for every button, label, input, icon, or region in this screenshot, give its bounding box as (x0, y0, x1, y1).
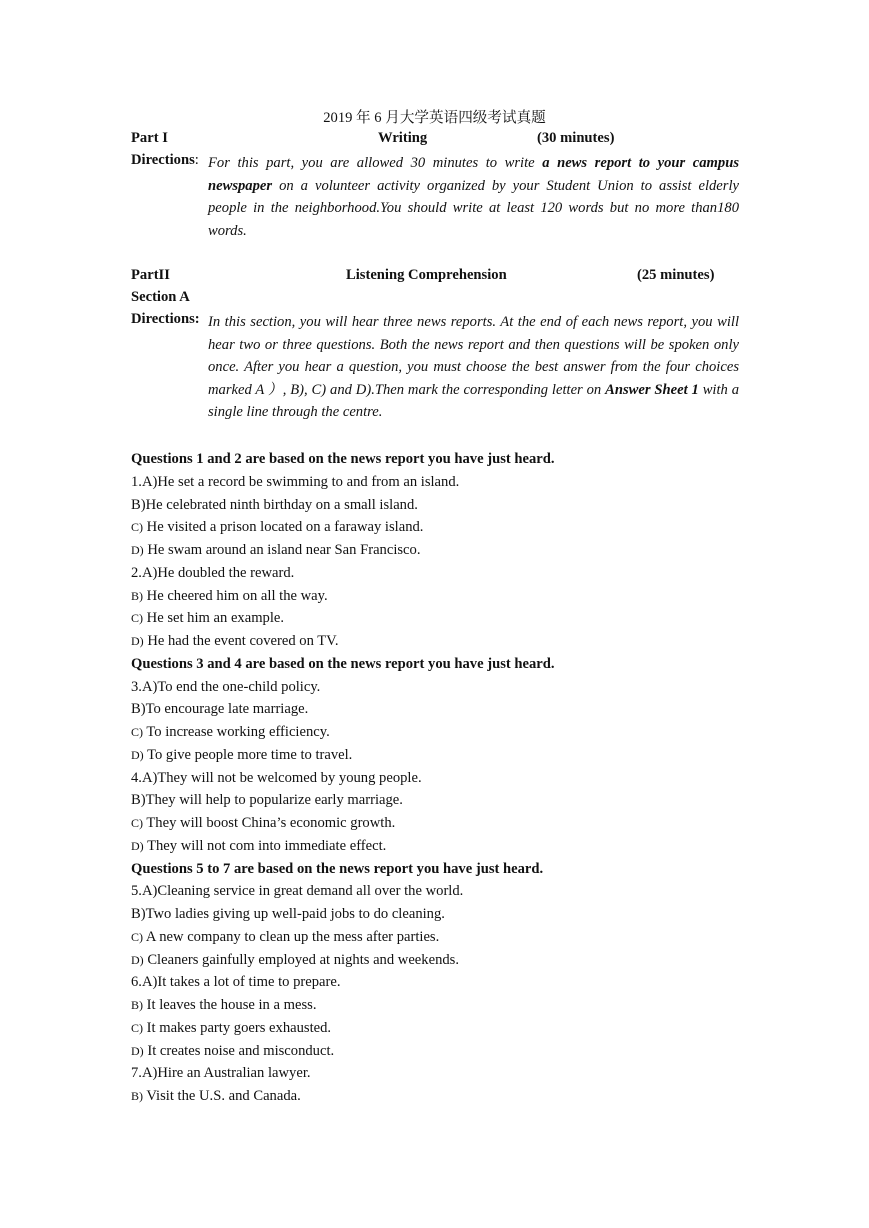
answer-option (131, 812, 751, 835)
question-group-heading (131, 653, 751, 676)
answer-option (131, 971, 751, 994)
option-text: It leaves the house in a mess. (146, 997, 317, 1013)
option-letter: D) (131, 634, 144, 648)
answer-option (131, 1062, 751, 1085)
answer-option (131, 494, 751, 517)
option-letter: C) (131, 725, 143, 739)
part2-header (131, 267, 739, 287)
part1-time: (30 minutes) (537, 130, 615, 146)
option-text: 7.A)Hire an Australian lawyer. (131, 1065, 311, 1082)
option-text: 1.A)He set a record be swimming to and from an island. (131, 473, 460, 490)
answer-option (131, 949, 751, 972)
part1-name: Writing (378, 130, 428, 146)
option-text: He cheered him on all the way. (146, 587, 328, 604)
option-text: 6.A)It takes a lot of time to prepare. (131, 974, 341, 991)
answer-option (131, 1040, 751, 1063)
answer-option (131, 698, 751, 721)
option-letter: C) (131, 816, 143, 830)
question-group-heading (131, 448, 751, 471)
answer-option (131, 744, 751, 767)
option-text: 4.A)They will not be welcomed by young people. (131, 769, 422, 786)
option-text: Cleaners gainfully employed at nights and weekends. (147, 951, 459, 968)
answer-option (131, 767, 751, 790)
answer-option (131, 926, 751, 949)
part2-name: Listening Comprehension (346, 267, 507, 283)
option-text: Questions 5 to 7 are based on the news report you have just heard. (131, 860, 544, 877)
answer-option (131, 562, 751, 585)
question-list (131, 448, 751, 1108)
part1-directions (131, 152, 739, 244)
part2-directions (131, 311, 739, 426)
option-text: He swam around an island near San Francisco. (147, 542, 421, 558)
part1-header (131, 130, 739, 150)
option-text: It makes party goers exhausted. (146, 1019, 332, 1036)
answer-option (131, 994, 751, 1017)
answer-option (131, 721, 751, 744)
part2-directions-emphasis: Answer Sheet 1 (605, 381, 699, 398)
option-text: 3.A)To end the one-child policy. (131, 678, 321, 695)
option-text: Questions 3 and 4 are based on the news report you have just heard. (131, 655, 555, 672)
answer-option (131, 607, 751, 630)
option-letter: D) (131, 747, 144, 762)
option-letter: C) (131, 520, 143, 535)
option-letter: C) (131, 611, 143, 626)
option-text: To give people more time to travel. (147, 746, 353, 763)
part1-directions-label: Directions: (131, 152, 199, 168)
answer-option (131, 539, 751, 562)
part2-directions-text: In this section, you will hear three news reports. At the end of each news report, you will hear two or three questions. Both the news report and then questions will be spoken only once. After you hear a question, you must choose the best answer from the four choices marked A ）, B), C) and D).Then mark the corresponding letter on Answer Sheet 1 with a single line through the centre. (208, 314, 740, 421)
part2-directions-label: Directions: (131, 311, 200, 327)
option-text: To increase working efficiency. (146, 724, 330, 740)
option-text: B)They will help to popularize early marriage. (131, 792, 403, 809)
part1-directions-emphasis: a news report to your campus newspaper (208, 155, 740, 194)
option-text: B)He celebrated ninth birthday on a small island. (131, 496, 418, 513)
page-title: 2019 年 6 月大学英语四级考试真题 (323, 110, 546, 126)
option-text: B)To encourage late marriage. (131, 701, 309, 718)
answer-option (131, 789, 751, 812)
answer-option (131, 1017, 751, 1040)
option-letter: D) (131, 543, 144, 557)
option-text: 2.A)He doubled the reward. (131, 564, 295, 581)
option-text: Questions 1 and 2 are based on the news report you have just heard. (131, 451, 555, 467)
option-text: They will boost China’s economic growth. (146, 815, 396, 831)
question-group-heading (131, 858, 751, 881)
option-text: They will not com into immediate effect. (147, 837, 387, 854)
option-text: 5.A)Cleaning service in great demand all over the world. (131, 883, 464, 900)
option-letter: D) (131, 1043, 144, 1058)
answer-option (131, 903, 751, 926)
option-letter: D) (131, 838, 144, 853)
option-letter: D) (131, 952, 144, 967)
part2-time: (25 minutes) (637, 267, 715, 283)
option-letter: C) (131, 929, 143, 944)
answer-option (131, 676, 751, 699)
answer-option (131, 585, 751, 608)
part2-label: PartII (131, 267, 170, 283)
option-text: Visit the U.S. and Canada. (146, 1088, 301, 1104)
answer-option (131, 880, 751, 903)
option-text: B)Two ladies giving up well-paid jobs to do cleaning. (131, 906, 445, 922)
answer-option (131, 471, 751, 494)
answer-option (131, 835, 751, 858)
part1-label: Part I (131, 130, 168, 146)
option-text: He visited a prison located on a faraway island. (146, 519, 424, 536)
option-letter: B) (131, 588, 143, 603)
option-text: He had the event covered on TV. (147, 633, 339, 649)
part1-directions-text: For this part, you are allowed 30 minutes to write a news report to your campus newspaper on a volunteer activity organized by your Student Union to assist elderly people in the neighborhood.You should write at least 120 words but no more than180 words. (208, 155, 740, 239)
answer-option (131, 630, 751, 653)
option-text: It creates noise and misconduct. (147, 1042, 335, 1059)
option-letter: B) (131, 1089, 143, 1103)
answer-option (131, 1085, 751, 1108)
option-letter: B) (131, 998, 143, 1012)
option-text: He set him an example. (146, 610, 285, 627)
section-heading: Section A (131, 289, 190, 305)
option-text: A new company to clean up the mess after parties. (145, 928, 440, 945)
option-letter: C) (131, 1020, 143, 1035)
answer-option (131, 516, 751, 539)
